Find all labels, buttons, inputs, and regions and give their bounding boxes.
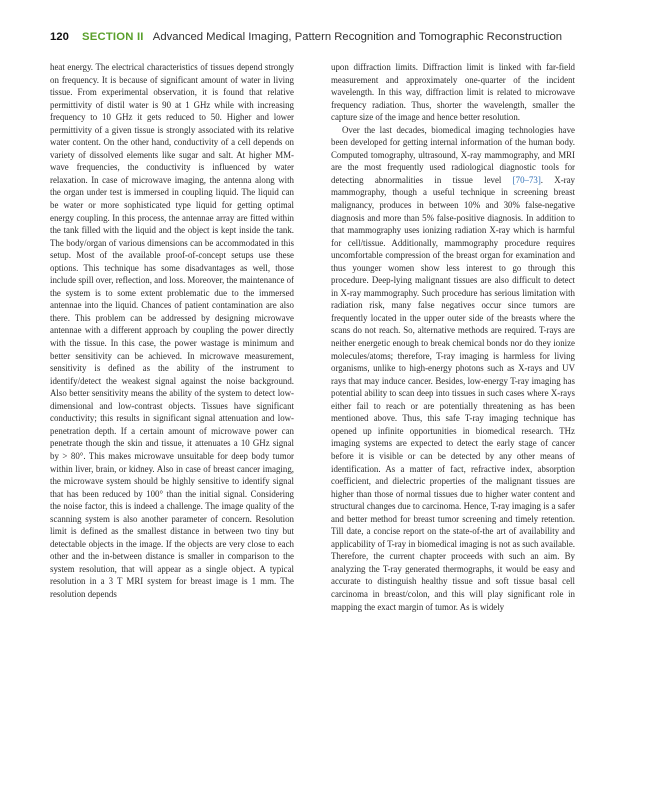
left-paragraph-1: heat energy. The electrical characteristics of tissues depend strongly on frequency. It is because of significant amount of water in living tissue. From experimental observation, it is found that relative permittivity of distil water is 90 at 1 GHz while with increasing frequency to 10 GHz it gets reduced to 50. Higher and lower permittivity of a given tissue is strongly associated with its relative water content. On the other hand, conductivity of a cell depends on variety of dissolved elements like sugar and salt. At higher MM-wave frequencies, the conductivity is influenced by water relaxation. In case of microwave imaging, the antenna along with the organ under test is immersed in coupling liquid. The liquid can be water or more sophisticated type liquid for getting optimal energy coupling. In this process, the antennae array are fitted within the tank filled with the liquid and the object is kept inside the tank. The body/organ of various dimensions can be accommodated in this setup. Most of the available proof-of-concept setups use these options. This technique has some disadvantages as well, those include spill over, reflection, and loss. Moreover, the maintenance of the system is to some extent problematic due to the immersed antennae into the liquid. Chances of patient contamination are also there. This problem can be addressed by designing microwave antennae with a different approach by coupling the power directly with the tissue. In this case, the power wastage is minimum and better sensitivity can be achieved. In microwave measurement, sensitivity is defined as the ability of the instrument to identify/detect the weakest signal against the noise background. Also better sensitivity means the ability of the system to detect low-dimensional and low-contrast objects. Tissues have significant conductivity; this results in significant signal attenuation and low-penetration depth. If a certain amount of microwave power can penetrate though the skin and tissue, it attenuates a 10 GHz signal by > 80°. This makes microwave unsuitable for deep body tumor within liver, brain, or kidney. Also in case of breast cancer imaging, the microwave system should be highly sensitive to identify signal that has been reduced by 100° than the initial signal. Considering the noise factor, this is indeed a challenge. The image quality of the scanning system is also another parameter of concern. Resolution limit is defined as the smallest distance in between two tiny but detectable objects in the image. If the objects are very close to each other and the in-between distance is smaller in comparison to the system resolution, that will appear as a single object. A typical resolution in a 3 T MRI system for breast image is 1 mm. The resolution depends [50,62,295,599]
page-number: 120 [50,31,69,43]
running-title: Advanced Medical Imaging, Pattern Recognition and Tomographic Reconstruction [152,31,563,43]
right-column [331,61,575,613]
running-header [50,31,610,47]
right-paragraph-2 [331,124,575,613]
left-column [50,61,294,601]
right-paragraph-1: upon diffraction limits. Diffraction limit is linked with far-field measurement and approximately one-quarter of the incident wavelength. In this way, diffraction limit is related to microwave frequency radiation. Thus, shorter the wavelength, smaller the capture size of the image and hence better resolution. [331,62,575,123]
paragraph-text: Over the last decades, biomedical imaging technologies have been developed for getting internal information of the human body. Computed tomography, ultrasound, X-ray mammography, and MRI are the most frequently used radiological diagnostic tools for detecting abnormalities in tissue level [331,124,575,185]
paragraph-text: . X-ray mammography, though a useful technique in screening breast malignancy, produces in between 10% and 30% false-negative diagnosis and more than 5% false-positive diagnosis. In addition to that mammography uses ionizing radiation X-ray which is harmful for cell/tissue. Additionally, mammography procedure requires uncomfortable compression of the breast organ for examination and thus younger women show less interest to go through this procedure. Deep-lying malignant tissues are also difficult to detect in X-ray mammography. Such procedure has serious limitation with radiation risk, many false negatives occur since tumors are frequently located in the upper outer side of the breasts where the scans do not reach. So, alternative methods are required. T-rays are neither energetic enough to break chemical bonds nor do they ionize molecules/atoms; therefore, T-ray imaging is harmless for living organisms, unlike to high-energy photons such as X-rays and UV rays that may induce cancer. Besides, low-energy T-ray imaging has potential ability to scan deep into tissues in such cases where X-rays either fail to reach or are potentially threatening as has been mentioned above. Thus, this safe T-ray imaging technique has opened up infinite opportunities in biomedical research. THz imaging systems are expected to detect the early stage of cancer before it is visible or can be detected by any other means of identification. As a matter of fact, refractive index, absorption coefficient, and dielectric properties of the malignant tissues are higher than those of normal tissues due to higher water content and structural changes due to carcinoma. Hence, T-ray imaging is a safer and better method for breast tumor screening and timely retention. Till date, a concise report on the state-of-the art of availability and applicability of T-ray in biomedical imaging is not as such available. Therefore, the current chapter proceeds with such an aim. By analyzing the T-ray generated thermographs, it would be easy and accurate to distinguish healthy tissue and soft tissue basal cell carcinoma in breast/colon, and this will play significant role in mapping the exact margin of tumor. As is widely [331,174,575,612]
reference-link[interactable]: [70–73] [512,174,541,185]
section-label: SECTION II [82,31,144,43]
